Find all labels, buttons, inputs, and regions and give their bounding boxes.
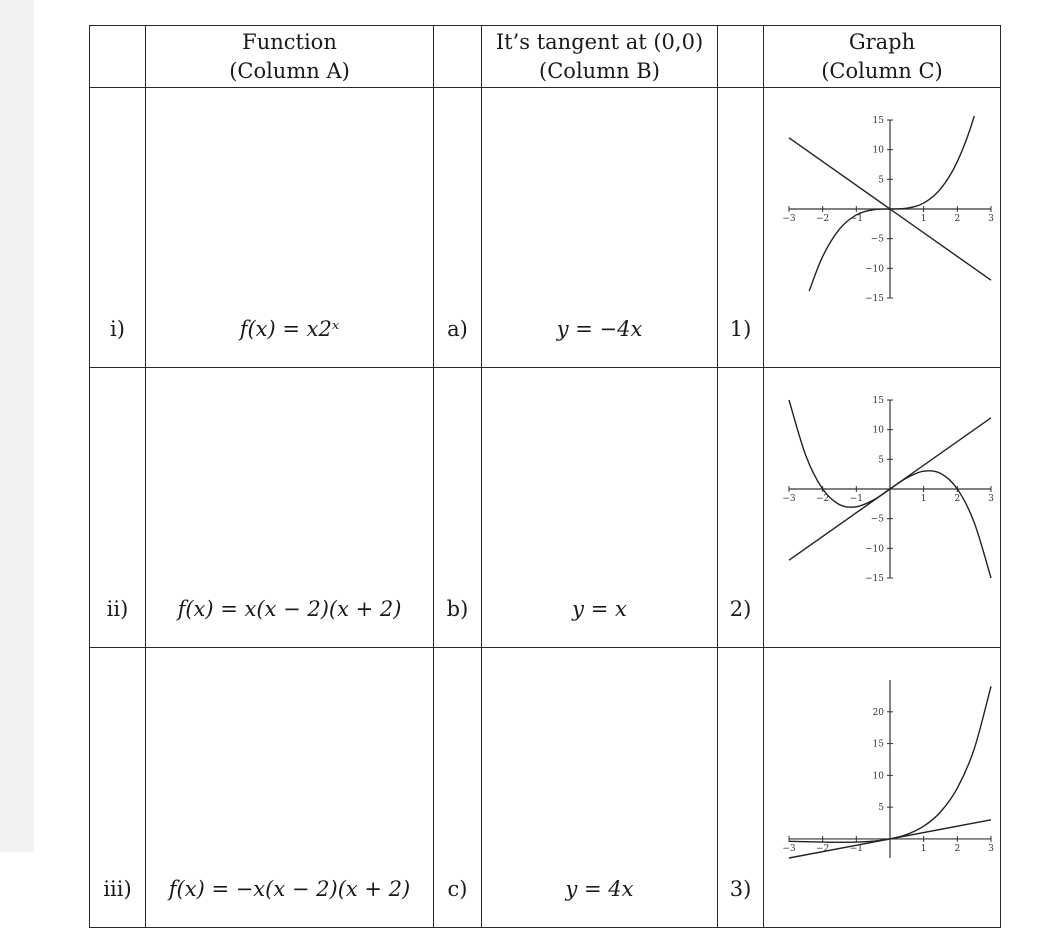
row-label-a: i) bbox=[90, 88, 146, 368]
x-tick-label: 3 bbox=[988, 494, 994, 504]
table-row bbox=[90, 648, 1001, 928]
y-tick-label: 5 bbox=[878, 175, 884, 186]
x-tick-label: 1 bbox=[920, 214, 927, 224]
header-empty-cell bbox=[90, 26, 146, 88]
tangent-expression: y = 4x bbox=[482, 648, 718, 928]
function-expression: f(x) = x(x − 2)(x + 2) bbox=[146, 368, 434, 648]
tangent-expression: y = −4x bbox=[482, 88, 718, 368]
left-margin-strip bbox=[0, 0, 34, 852]
x-tick-label: 2 bbox=[954, 214, 961, 224]
y-tick-label: −10 bbox=[865, 264, 884, 275]
x-tick-label: −2 bbox=[816, 843, 830, 854]
header-column-c-title: Graph bbox=[848, 29, 916, 54]
row-label-c: 2) bbox=[718, 368, 764, 648]
graph-cell bbox=[764, 648, 1001, 928]
row-label-a: iii) bbox=[90, 648, 146, 928]
y-tick-label: 5 bbox=[878, 455, 884, 466]
x-tick-label: −3 bbox=[782, 214, 796, 224]
header-column-c bbox=[764, 26, 1001, 88]
y-tick-label: −5 bbox=[870, 514, 884, 525]
y-tick-label: 10 bbox=[872, 771, 884, 782]
header-empty-cell bbox=[434, 26, 482, 88]
x-tick-label: −1 bbox=[849, 214, 863, 224]
y-tick-label: 10 bbox=[872, 145, 884, 156]
x-tick-label: 3 bbox=[988, 843, 994, 854]
graph-cell bbox=[764, 88, 1001, 368]
x-tick-label: 1 bbox=[920, 843, 927, 854]
matching-table bbox=[89, 25, 1001, 928]
header-column-c-subtitle: (Column C) bbox=[821, 58, 943, 83]
header-column-a-title: Function bbox=[242, 29, 337, 54]
header-column-a-subtitle: (Column A) bbox=[229, 58, 350, 83]
header-column-b bbox=[482, 26, 718, 88]
row-label-b: b) bbox=[434, 368, 482, 648]
y-tick-label: −10 bbox=[865, 544, 884, 555]
graph-cell bbox=[764, 368, 1001, 648]
x-tick-label: 2 bbox=[954, 843, 961, 854]
graph-2 bbox=[764, 368, 1000, 621]
table-row bbox=[90, 368, 1001, 648]
graph-1 bbox=[764, 88, 1000, 341]
x-tick-label: 1 bbox=[920, 494, 927, 504]
y-tick-label: 5 bbox=[878, 803, 884, 814]
x-tick-label: −2 bbox=[816, 214, 830, 224]
row-label-c: 3) bbox=[718, 648, 764, 928]
y-tick-label: 20 bbox=[872, 707, 884, 718]
x-tick-label: −2 bbox=[816, 494, 830, 504]
graph-3 bbox=[764, 648, 1000, 901]
header-column-b-title: It’s tangent at (0,0) bbox=[495, 29, 704, 54]
x-tick-label: 2 bbox=[954, 494, 961, 504]
x-tick-label: −1 bbox=[849, 494, 863, 504]
row-label-b: c) bbox=[434, 648, 482, 928]
y-tick-label: −15 bbox=[865, 574, 884, 584]
y-tick-label: 15 bbox=[872, 396, 884, 406]
y-tick-label: −5 bbox=[870, 234, 884, 245]
row-label-c: 1) bbox=[718, 88, 764, 368]
x-tick-label: −1 bbox=[849, 843, 863, 854]
header-empty-cell bbox=[718, 26, 764, 88]
x-tick-label: 3 bbox=[988, 214, 994, 224]
function-expression: f(x) = −x(x − 2)(x + 2) bbox=[146, 648, 434, 928]
header-column-a bbox=[146, 26, 434, 88]
x-tick-label: −3 bbox=[782, 843, 796, 854]
header-row bbox=[90, 26, 1001, 88]
x-tick-label: −3 bbox=[782, 494, 796, 504]
y-tick-label: 15 bbox=[872, 739, 884, 750]
row-label-a: ii) bbox=[90, 368, 146, 648]
table-row bbox=[90, 88, 1001, 368]
function-expression: f(x) = x2ˣ bbox=[146, 88, 434, 368]
row-label-b: a) bbox=[434, 88, 482, 368]
y-tick-label: 10 bbox=[872, 425, 884, 436]
y-tick-label: −15 bbox=[865, 294, 884, 304]
y-tick-label: 15 bbox=[872, 116, 884, 126]
header-column-b-subtitle: (Column B) bbox=[539, 58, 660, 83]
tangent-expression: y = x bbox=[482, 368, 718, 648]
